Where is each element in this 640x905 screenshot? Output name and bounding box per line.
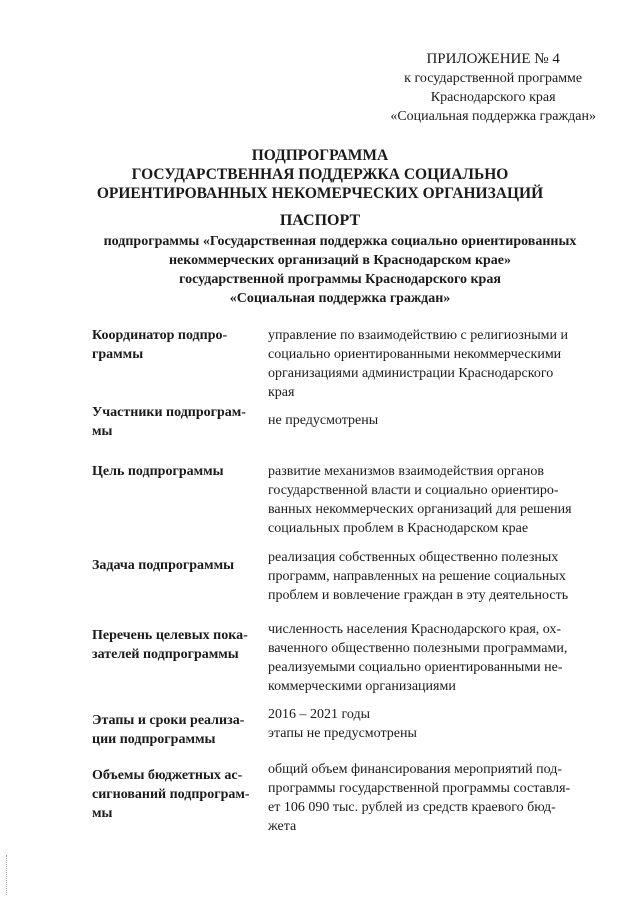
row-value-line: социальных проблем в Краснодарском крае [268, 521, 529, 536]
row-label-line: Этапы и сроки реализа- [92, 713, 245, 728]
row-label-line: Задача подпрограммы [92, 558, 235, 573]
row-label-line: Перечень целевых пока- [92, 628, 248, 643]
appendix-line: к государственной программе [404, 71, 583, 86]
row-label [92, 403, 262, 441]
row-label-line: Участники подпрограм- [92, 405, 246, 420]
subprogram-title-line: ОРИЕНТИРОВАННЫХ НЕКОМЕРЧЕСКИХ ОРГАНИЗАЦИЙ [96, 185, 544, 202]
passport-subtitle-line: государственной программы Краснодарского края [179, 272, 501, 287]
passport-subtitle-line: «Социальная поддержка граждан» [229, 291, 451, 306]
row-value-line: программы государственной программы составля- [268, 781, 571, 796]
passport-subtitle-line: некоммерческих организаций в Краснодарском крае» [168, 253, 512, 268]
row-label [92, 462, 262, 481]
row-value-line: численность населения Краснодарского края, ох- [268, 622, 562, 637]
row-label-line: мы [92, 424, 113, 439]
row-label [92, 711, 262, 749]
subprogram-title-line: ПОДПРОГРАММА [251, 147, 389, 164]
row-value-line: программ, направленных на решение социальных [268, 569, 566, 584]
appendix-header [390, 50, 596, 126]
row-value [268, 548, 600, 605]
row-label-line: зателей подпрограммы [92, 647, 239, 662]
subprogram-title [0, 146, 640, 203]
row-value [268, 462, 600, 538]
row-label [92, 766, 262, 823]
row-value-line: развитие механизмов взаимодействия органов [268, 464, 544, 479]
row-value-line: ет 106 090 тыс. рублей из средств краевого бюд- [268, 800, 556, 815]
row-value-line: коммерческими организациями [268, 679, 456, 694]
subprogram-title-line: ГОСУДАРСТВЕННАЯ ПОДДЕРЖКА СОЦИАЛЬНО [131, 166, 509, 183]
row-label-line: Координатор подпро- [92, 328, 228, 343]
row-value [268, 760, 600, 836]
passport-subtitle [0, 232, 640, 308]
row-label-line: ции подпрограммы [92, 732, 216, 747]
appendix-line: «Социальная поддержка граждан» [390, 109, 596, 124]
row-value-line: управление по взаимодействию с религиозными и [268, 328, 568, 343]
row-value-line: проблем и вовлечение граждан в эту деятельность [268, 588, 569, 603]
row-value-line: государственной власти и социально ориентиро- [268, 483, 559, 498]
row-value-line: края [268, 385, 295, 400]
row-value-line: общий объем финансирования мероприятий под- [268, 762, 562, 777]
row-value [268, 326, 600, 402]
row-value-line: жета [268, 819, 297, 834]
row-value [268, 411, 600, 430]
row-label-line: Объемы бюджетных ас- [92, 768, 243, 783]
row-label [92, 326, 262, 364]
row-value-line: не предусмотрены [268, 413, 379, 428]
row-value-line: 2016 – 2021 годы [268, 707, 371, 722]
row-label-line: Цель подпрограммы [92, 464, 224, 479]
row-value-line: социально ориентированными некоммерческими [268, 347, 562, 362]
row-value-line: ванных некоммерческих организаций для решения [268, 502, 572, 517]
row-value-line: организациями администрации Краснодарского [268, 366, 554, 381]
row-label [92, 626, 262, 664]
row-value-line: реализация собственных общественно полезных [268, 550, 559, 565]
row-value-line: реализуемыми социально ориентированными не- [268, 660, 563, 675]
appendix-number: ПРИЛОЖЕНИЕ № 4 [426, 51, 560, 67]
row-value-line: этапы не предусмотрены [268, 726, 417, 741]
row-value [268, 705, 600, 743]
scan-edge-marks [6, 855, 9, 895]
row-label-line: граммы [92, 347, 144, 362]
row-value [268, 620, 600, 696]
row-label-line: мы [92, 806, 113, 821]
passport-title: ПАСПОРТ [279, 212, 361, 229]
row-label [92, 556, 262, 575]
passport-subtitle-line: подпрограммы «Государственная поддержка социально ориентированных [103, 234, 577, 249]
appendix-line: Краснодарского края [430, 90, 556, 105]
row-label-line: сигнований подпрограм- [92, 787, 250, 802]
row-value-line: ваченного общественно полезными программами, [268, 641, 568, 656]
